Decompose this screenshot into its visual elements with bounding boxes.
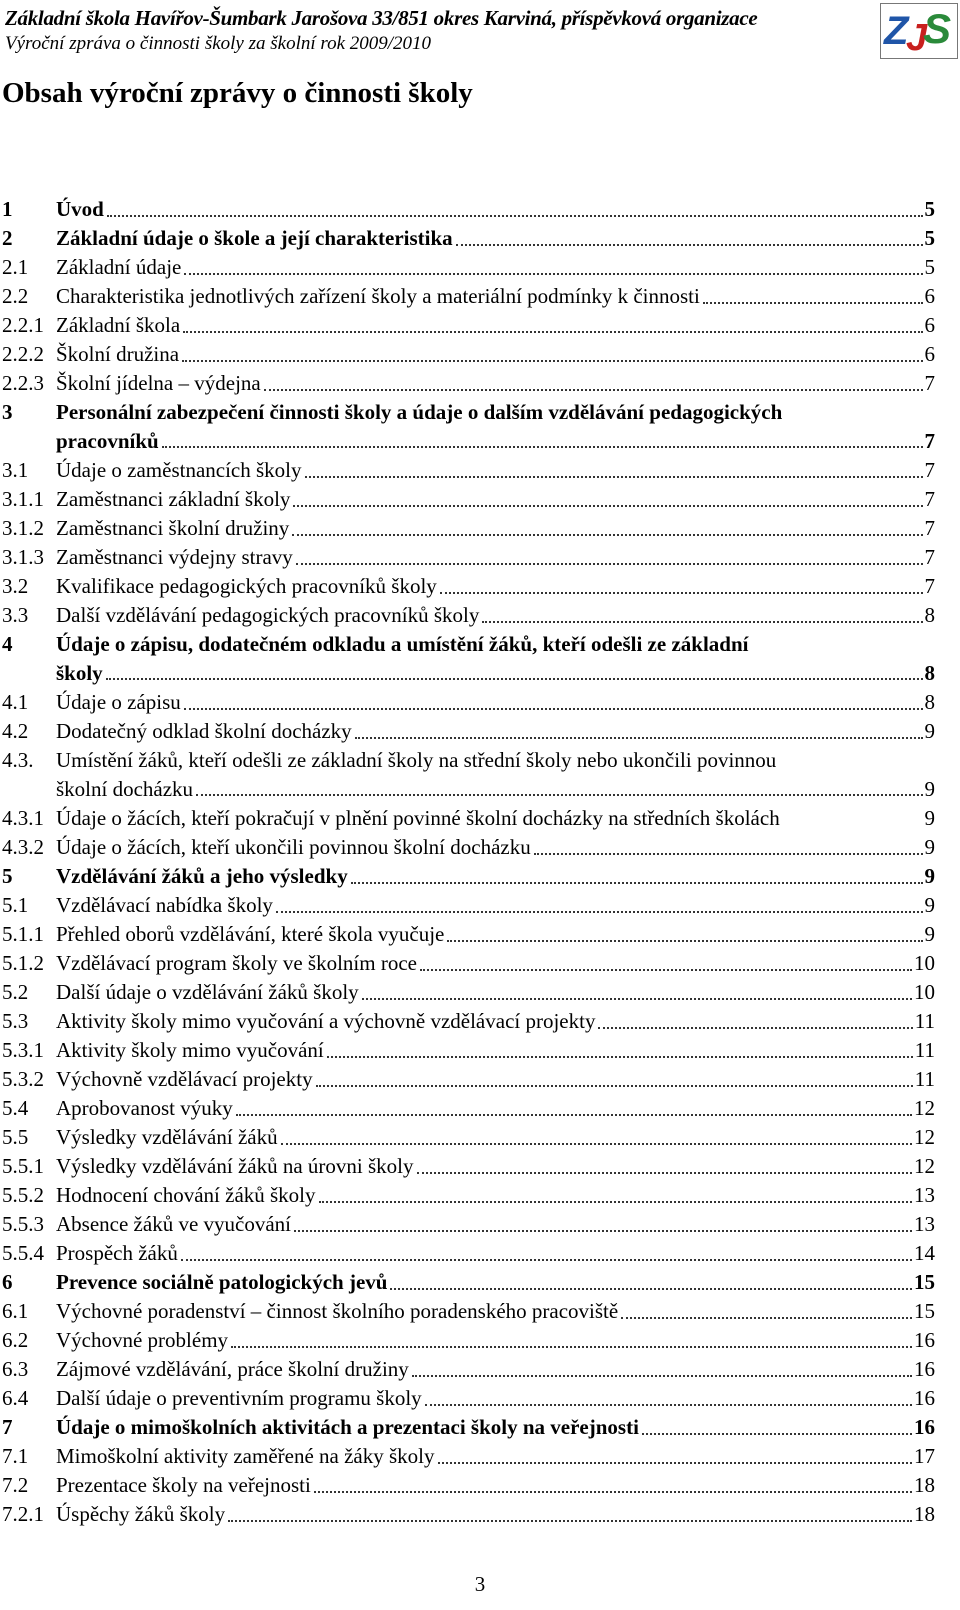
toc-leader-dots (621, 1317, 912, 1319)
toc-entry-body (56, 1036, 935, 1065)
toc-entry-continuation (56, 775, 935, 804)
toc-entry-body (56, 804, 935, 833)
toc-entry-title: Absence žáků ve vyučování (56, 1212, 291, 1236)
toc-leader-dots (417, 1172, 913, 1174)
toc-entry-body (56, 891, 935, 920)
toc-entry-title: Přehled oborů vzdělávání, které škola vyučuje (56, 922, 445, 946)
toc-entry-body (56, 224, 935, 253)
toc-leader-dots (362, 998, 912, 1000)
toc-entry-body (56, 1152, 935, 1181)
toc-leader-dots (181, 1259, 912, 1261)
toc-entry-body (56, 456, 935, 485)
toc-page-number: 11 (914, 1038, 935, 1062)
toc-entry-title: Školní jídelna – výdejna (56, 371, 261, 395)
toc-entry-body (56, 1210, 935, 1239)
toc-entry-body (56, 1297, 935, 1326)
toc-entry-number: 5.3 (2, 1009, 29, 1033)
toc-leader-dots (236, 1114, 912, 1116)
toc-entry-title: Mimoškolní aktivity zaměřené na žáky školy (56, 1444, 435, 1468)
toc-heading: Obsah výroční zprávy o činnosti školy (2, 77, 473, 109)
toc-entry-number: 3.1.1 (2, 487, 44, 511)
toc-entry-number: 2.2.1 (2, 313, 44, 337)
toc-page-number: 16 (914, 1386, 935, 1410)
toc-page-number: 8 (924, 690, 935, 714)
page-header (0, 0, 960, 64)
toc-entry-number: 5.5.2 (2, 1183, 44, 1207)
toc-entry[interactable] (0, 1268, 960, 1297)
toc-leader-dots (482, 621, 922, 623)
toc-entry[interactable] (0, 920, 960, 949)
toc-entry[interactable] (0, 572, 960, 601)
toc-entry[interactable] (0, 1355, 960, 1384)
toc-page-number: 8 (924, 661, 935, 685)
toc-page-number: 17 (914, 1444, 935, 1468)
toc-entry-continuation (56, 659, 935, 688)
toc-entry-title: Prospěch žáků (56, 1241, 178, 1265)
toc-entry-title: Výchovné problémy (56, 1328, 229, 1352)
toc-entry[interactable] (0, 1500, 960, 1529)
toc-entry[interactable] (0, 1413, 960, 1442)
toc-leader-dots (276, 911, 923, 913)
toc-page-number: 5 (924, 226, 935, 250)
toc-entry[interactable] (0, 1297, 960, 1326)
toc-entry[interactable] (0, 1181, 960, 1210)
toc-leader-dots (355, 737, 923, 739)
toc-entry-body (56, 253, 935, 282)
toc-leader-dots (294, 1230, 912, 1232)
toc-entry-title: Vzdělávání žáků a jeho výsledky (56, 864, 348, 888)
toc-entry-body (56, 630, 935, 688)
toc-entry-title: Údaje o žácích, kteří ukončili povinnou školní docházku (56, 835, 531, 859)
toc-entry-title-continuation: školy (56, 661, 103, 685)
toc-entry[interactable] (0, 456, 960, 485)
toc-entry[interactable] (0, 978, 960, 1007)
toc-leader-dots (438, 1462, 913, 1464)
toc-page-number: 12 (914, 1096, 935, 1120)
toc-entry-body (56, 369, 935, 398)
toc-entry-number: 5.5 (2, 1125, 29, 1149)
toc-entry-body (56, 514, 935, 543)
toc-entry[interactable] (0, 1326, 960, 1355)
toc-entry-title: Zaměstnanci výdejny stravy (56, 545, 293, 569)
toc-entry-number: 7 (2, 1415, 13, 1439)
toc-entry-title: Základní škola (56, 313, 181, 337)
toc-entry[interactable] (0, 601, 960, 630)
toc-entry-title: Zájmové vzdělávání, práce školní družiny (56, 1357, 409, 1381)
toc-page-number: 7 (924, 545, 935, 569)
toc-entry-body (56, 1326, 935, 1355)
toc-entry-title: Prezentace školy na veřejnosti (56, 1473, 311, 1497)
toc-entry-title: Zaměstnanci školní družiny (56, 516, 290, 540)
toc-entry-number: 6.4 (2, 1386, 29, 1410)
toc-entry-title: Údaje o zápisu (56, 690, 181, 714)
toc-entry-body (56, 340, 935, 369)
school-name: Základní škola Havířov-Šumbark Jarošova 33/851 okres Karviná, příspěvková organizace (5, 6, 758, 30)
toc-page-number: 8 (924, 603, 935, 627)
toc-entry-body (56, 920, 935, 949)
toc-entry-number: 3 (2, 400, 13, 424)
toc-page-number: 11 (914, 1009, 935, 1033)
toc-page-number: 9 (924, 864, 935, 888)
toc-entry-number: 5.5.3 (2, 1212, 44, 1236)
toc-entry-title: Personální zabezpečení činnosti školy a údaje o dalším vzdělávání pedagogických (56, 400, 783, 424)
toc-entry-title: Aktivity školy mimo vyučování (56, 1038, 324, 1062)
toc-entry-body (56, 833, 935, 862)
toc-leader-dots (182, 360, 922, 362)
toc-entry-number: 7.2.1 (2, 1502, 44, 1526)
toc-entry-body (56, 1413, 935, 1442)
toc-entry[interactable] (0, 746, 960, 804)
toc-entry-body (56, 1355, 935, 1384)
toc-entry-number: 4.2 (2, 719, 29, 743)
toc-entry-number: 7.2 (2, 1473, 29, 1497)
table-of-contents (0, 195, 960, 1529)
toc-entry-title: Údaje o zápisu, dodatečném odkladu a umístění žáků, kteří odešli ze základní (56, 632, 749, 656)
toc-entry-number: 5 (2, 864, 13, 888)
toc-leader-dots (196, 794, 922, 796)
toc-entry-number: 3.2 (2, 574, 29, 598)
toc-entry-body (56, 1471, 935, 1500)
school-logo (880, 3, 960, 61)
toc-page-number: 14 (914, 1241, 935, 1265)
toc-entry[interactable] (0, 1471, 960, 1500)
toc-page-number: 11 (914, 1067, 935, 1091)
toc-entry[interactable] (0, 862, 960, 891)
toc-leader-dots (183, 331, 922, 333)
toc-entry-number: 5.3.1 (2, 1038, 44, 1062)
toc-leader-dots (351, 882, 923, 884)
toc-entry-body (56, 862, 935, 891)
toc-page-number: 5 (924, 197, 935, 221)
toc-entry-title: Zaměstnanci základní školy (56, 487, 291, 511)
toc-leader-dots (281, 1143, 912, 1145)
page-number: 3 (474, 1572, 486, 1596)
toc-entry[interactable] (0, 630, 960, 688)
toc-entry-number: 7.1 (2, 1444, 29, 1468)
toc-entry-number: 2.2 (2, 284, 29, 308)
toc-page-number: 12 (914, 1125, 935, 1149)
toc-page-number: 7 (924, 458, 935, 482)
toc-entry-number: 2.1 (2, 255, 29, 279)
toc-entry[interactable] (0, 891, 960, 920)
toc-entry[interactable] (0, 949, 960, 978)
toc-page-number: 6 (924, 342, 935, 366)
toc-entry-title: Dodatečný odklad školní docházky (56, 719, 352, 743)
toc-entry-continuation (56, 427, 935, 456)
toc-entry-title: Charakteristika jednotlivých zařízení školy a materiální podmínky k činnosti (56, 284, 700, 308)
toc-leader-dots (162, 446, 923, 448)
toc-entry-title: Údaje o žácích, kteří pokračují v plnění povinné školní docházky na středních školách (56, 806, 780, 830)
toc-leader-dots (425, 1404, 912, 1406)
toc-entry-title: Vzdělávací nabídka školy (56, 893, 273, 917)
toc-leader-dots (412, 1375, 912, 1377)
toc-entry-title: Výchovně vzdělávací projekty (56, 1067, 313, 1091)
toc-page-number: 13 (914, 1183, 935, 1207)
toc-entry-number: 3.1.2 (2, 516, 44, 540)
toc-leader-dots (447, 940, 922, 942)
toc-leader-dots (293, 505, 922, 507)
toc-entry-number: 6.2 (2, 1328, 29, 1352)
toc-entry[interactable] (0, 1152, 960, 1181)
toc-page-number: 15 (914, 1299, 935, 1323)
toc-leader-dots (598, 1027, 912, 1029)
toc-entry-number: 5.4 (2, 1096, 29, 1120)
toc-page-number: 6 (924, 313, 935, 337)
toc-leader-dots (296, 563, 923, 565)
toc-entry-title: Další vzdělávání pedagogických pracovníků školy (56, 603, 480, 627)
toc-entry[interactable] (0, 485, 960, 514)
toc-leader-dots (305, 476, 923, 478)
logo-letter-z: Z (884, 9, 909, 53)
toc-page-number: 15 (914, 1270, 935, 1294)
report-title: Výroční zpráva o činnosti školy za školní rok 2009/2010 (5, 33, 432, 54)
toc-entry[interactable] (0, 195, 960, 224)
toc-entry[interactable] (0, 253, 960, 282)
toc-entry-number: 5.5.4 (2, 1241, 44, 1265)
toc-page-number: 9 (924, 835, 935, 859)
toc-page-number: 6 (924, 284, 935, 308)
toc-entry-title: Kvalifikace pedagogických pracovníků školy (56, 574, 437, 598)
logo-letter-s: S (923, 5, 952, 52)
toc-entry[interactable] (0, 688, 960, 717)
toc-entry-title: Další údaje o preventivním programu školy (56, 1386, 422, 1410)
toc-entry-body (56, 1268, 935, 1297)
toc-entry-title: Školní družina (56, 342, 180, 366)
toc-entry-number: 3.1.3 (2, 545, 44, 569)
toc-leader-dots (292, 534, 922, 536)
toc-leader-dots (327, 1056, 913, 1058)
toc-entry-body (56, 1065, 935, 1094)
toc-entry[interactable] (0, 369, 960, 398)
toc-entry[interactable] (0, 1239, 960, 1268)
toc-page-number: 10 (914, 951, 935, 975)
toc-entry-title: Prevence sociálně patologických jevů (56, 1270, 388, 1294)
toc-page-number: 9 (924, 806, 935, 830)
toc-leader-dots (184, 273, 922, 275)
toc-entry-title: Výsledky vzdělávání žáků (56, 1125, 278, 1149)
toc-page-number: 18 (914, 1502, 935, 1526)
toc-leader-dots (228, 1520, 912, 1522)
toc-entry-body (56, 1181, 935, 1210)
toc-page-number: 9 (924, 777, 935, 801)
toc-entry-body (56, 601, 935, 630)
toc-page-number: 7 (924, 429, 935, 453)
toc-entry-number: 6 (2, 1270, 13, 1294)
toc-entry[interactable] (0, 224, 960, 253)
toc-entry[interactable] (0, 1123, 960, 1152)
toc-entry[interactable] (0, 1210, 960, 1239)
toc-entry-number: 5.1.1 (2, 922, 44, 946)
toc-leader-dots (440, 592, 923, 594)
toc-entry-title: Úvod (56, 197, 104, 221)
toc-page-number: 12 (914, 1154, 935, 1178)
toc-page-number: 13 (914, 1212, 935, 1236)
toc-entry-title: Výsledky vzdělávání žáků na úrovni školy (56, 1154, 414, 1178)
toc-page-number: 9 (924, 922, 935, 946)
toc-leader-dots (106, 678, 923, 680)
toc-entry-body (56, 485, 935, 514)
toc-entry[interactable] (0, 804, 960, 833)
toc-page-number: 7 (924, 487, 935, 511)
toc-leader-dots (264, 389, 923, 391)
toc-entry-number: 6.3 (2, 1357, 29, 1381)
toc-entry-number: 3.1 (2, 458, 29, 482)
toc-entry-body (56, 282, 935, 311)
toc-entry[interactable] (0, 1065, 960, 1094)
toc-entry[interactable] (0, 833, 960, 862)
toc-entry-body (56, 1384, 935, 1413)
toc-entry-body (56, 1442, 935, 1471)
toc-entry[interactable] (0, 311, 960, 340)
toc-entry[interactable] (0, 1094, 960, 1123)
toc-entry-number: 1 (2, 197, 13, 221)
toc-entry-number: 4.3. (2, 748, 34, 772)
toc-entry-title: Aprobovanost výuky (56, 1096, 233, 1120)
toc-page-number: 16 (914, 1357, 935, 1381)
toc-entry-body (56, 1239, 935, 1268)
toc-entry-number: 2.2.3 (2, 371, 44, 395)
toc-entry-title: Další údaje o vzdělávání žáků školy (56, 980, 359, 1004)
toc-page-number: 16 (914, 1328, 935, 1352)
toc-entry[interactable] (0, 340, 960, 369)
toc-leader-dots (390, 1288, 912, 1290)
toc-entry-body (56, 978, 935, 1007)
toc-entry-number: 4.1 (2, 690, 29, 714)
toc-leader-dots (534, 853, 923, 855)
toc-page-number: 10 (914, 980, 935, 1004)
toc-page-number: 9 (924, 719, 935, 743)
toc-leader-dots (642, 1433, 912, 1435)
toc-leader-dots (420, 969, 912, 971)
toc-page-number: 7 (924, 574, 935, 598)
toc-entry-title: Úspěchy žáků školy (56, 1502, 226, 1526)
toc-entry-title: Základní údaje (56, 255, 182, 279)
toc-entry-body (56, 1094, 935, 1123)
toc-entry-number: 4.3.1 (2, 806, 44, 830)
toc-page-number: 7 (924, 516, 935, 540)
toc-entry-number: 5.3.2 (2, 1067, 44, 1091)
toc-entry-title: Hodnocení chování žáků školy (56, 1183, 316, 1207)
toc-entry[interactable] (0, 543, 960, 572)
toc-entry-number: 5.5.1 (2, 1154, 44, 1178)
toc-entry-number: 2 (2, 226, 13, 250)
toc-entry-title: Vzdělávací program školy ve školním roce (56, 951, 417, 975)
toc-entry-body (56, 717, 935, 746)
toc-entry-number: 3.3 (2, 603, 29, 627)
toc-entry-body (56, 1500, 935, 1529)
toc-entry-body (56, 195, 935, 224)
toc-entry[interactable] (0, 1384, 960, 1413)
toc-entry-title: Údaje o zaměstnancích školy (56, 458, 302, 482)
toc-leader-dots (314, 1491, 912, 1493)
toc-entry-title-continuation: pracovníků (56, 429, 159, 453)
toc-entry-number: 4 (2, 632, 13, 656)
toc-entry-number: 2.2.2 (2, 342, 44, 366)
toc-leader-dots (456, 244, 923, 246)
logo-letter-j: J (906, 17, 928, 59)
toc-entry[interactable] (0, 1442, 960, 1471)
toc-page-number: 7 (924, 371, 935, 395)
toc-leader-dots (316, 1085, 913, 1087)
toc-entry[interactable] (0, 398, 960, 456)
toc-leader-dots (319, 1201, 912, 1203)
toc-leader-dots (703, 302, 923, 304)
toc-entry-body (56, 572, 935, 601)
toc-entry-number: 5.1.2 (2, 951, 44, 975)
toc-entry[interactable] (0, 282, 960, 311)
toc-entry-number: 5.2 (2, 980, 29, 1004)
toc-entry[interactable] (0, 1007, 960, 1036)
toc-leader-dots (107, 215, 923, 217)
toc-leader-dots (184, 708, 923, 710)
toc-entry[interactable] (0, 717, 960, 746)
toc-entry-title: Výchovné poradenství – činnost školního poradenského pracoviště (56, 1299, 619, 1323)
toc-entry-body (56, 949, 935, 978)
toc-leader-dots (231, 1346, 912, 1348)
toc-entry-body (56, 543, 935, 572)
toc-entry-body (56, 688, 935, 717)
toc-entry-title: Údaje o mimoškolních aktivitách a prezentaci školy na veřejnosti (56, 1415, 639, 1439)
toc-page-number: 9 (924, 893, 935, 917)
toc-entry-title: Základní údaje o škole a její charakteristika (56, 226, 453, 250)
toc-entry-body (56, 1123, 935, 1152)
toc-entry-title-continuation: školní docházku (56, 777, 194, 801)
toc-entry-number: 5.1 (2, 893, 29, 917)
toc-page-number: 5 (924, 255, 935, 279)
toc-entry-title: Umístění žáků, kteří odešli ze základní školy na střední školy nebo ukončili povinnou (56, 748, 777, 772)
toc-entry-number: 6.1 (2, 1299, 29, 1323)
toc-entry-title: Aktivity školy mimo vyučování a výchovně vzdělávací projekty (56, 1009, 596, 1033)
toc-entry-body (56, 1007, 935, 1036)
toc-page-number: 16 (914, 1415, 935, 1439)
toc-entry[interactable] (0, 514, 960, 543)
toc-entry[interactable] (0, 1036, 960, 1065)
toc-entry-body (56, 398, 935, 456)
toc-page-number: 18 (914, 1473, 935, 1497)
toc-entry-body (56, 746, 935, 804)
toc-entry-number: 4.3.2 (2, 835, 44, 859)
toc-entry-body (56, 311, 935, 340)
